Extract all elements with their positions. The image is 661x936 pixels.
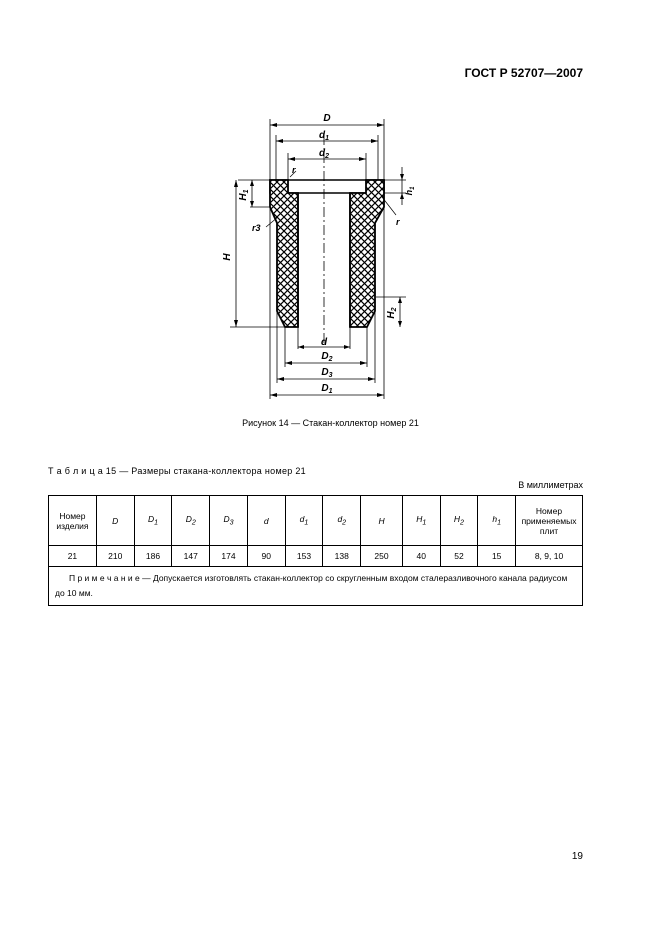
label-D: D [323, 113, 331, 124]
table-cell: 138 [323, 546, 361, 567]
header-cell: D [96, 496, 134, 546]
header-cell: H [361, 496, 403, 546]
figure-caption: Рисунок 14 — Стакан-коллектор номер 21 [242, 418, 419, 428]
label-h1: $h_1$ [404, 186, 416, 196]
table-cell: 250 [361, 546, 403, 567]
nozzle-drawing-svg [200, 105, 440, 405]
table-title: Т а б л и ц а 15 — Размеры стакана-коллектора номер 21 [48, 466, 306, 476]
header-cell: d [247, 496, 285, 546]
label-D1: $D_1$ [321, 383, 333, 395]
label-d2: $d_2$ [318, 148, 330, 160]
table-note-row [49, 567, 583, 606]
page-number: 19 [571, 851, 583, 862]
left-wall-section [270, 180, 298, 327]
header-cell: $d_1$ [285, 496, 323, 546]
table-cell: 52 [440, 546, 478, 567]
label-r-top: r [292, 165, 296, 175]
figure-14-drawing [200, 105, 440, 405]
note-label: П р и м е ч а н и е [69, 573, 140, 583]
document-code: ГОСТ Р 52707—2007 [464, 66, 583, 80]
label-r-right: r [396, 217, 400, 227]
label-D2: $D_2$ [321, 351, 333, 363]
table-header-row [49, 496, 583, 546]
header-cell: $D_1$ [134, 496, 172, 546]
table-cell: 15 [478, 546, 516, 567]
header-cell: $H_2$ [440, 496, 478, 546]
table-cell: 21 [49, 546, 97, 567]
label-r3: r3 [252, 223, 261, 233]
label-D3: $D_3$ [321, 367, 333, 379]
header-cell: $H_1$ [402, 496, 440, 546]
table-cell: 210 [96, 546, 134, 567]
table-row [49, 546, 583, 567]
table-cell: 174 [210, 546, 248, 567]
header-cell: $h_1$ [478, 496, 516, 546]
table-cell: 8, 9, 10 [516, 546, 583, 567]
right-wall-section [350, 180, 384, 327]
label-d1: $d_1$ [318, 130, 330, 142]
header-cell: Номер применяемых плит [516, 496, 583, 546]
label-H1: $H_1$ [238, 189, 250, 201]
units-label: В миллиметрах [518, 480, 583, 490]
dimensions-table [48, 495, 583, 606]
table-cell: 153 [285, 546, 323, 567]
header-cell: Номер изделия [49, 496, 97, 546]
table-cell: 147 [172, 546, 210, 567]
header-cell: $D_2$ [172, 496, 210, 546]
header-cell: $d_2$ [323, 496, 361, 546]
header-cell: $D_3$ [210, 496, 248, 546]
label-d: d [320, 337, 328, 348]
table-cell: 90 [247, 546, 285, 567]
table-note [49, 567, 583, 606]
label-H2: $H_2$ [386, 307, 398, 319]
table-cell: 186 [134, 546, 172, 567]
note-text: — Допускается изготовлять стакан-коллектор со скругленным входом сталеразливочного канала радиусом до 10 мм. [55, 573, 568, 598]
label-H: H [222, 253, 233, 261]
table-cell: 40 [402, 546, 440, 567]
